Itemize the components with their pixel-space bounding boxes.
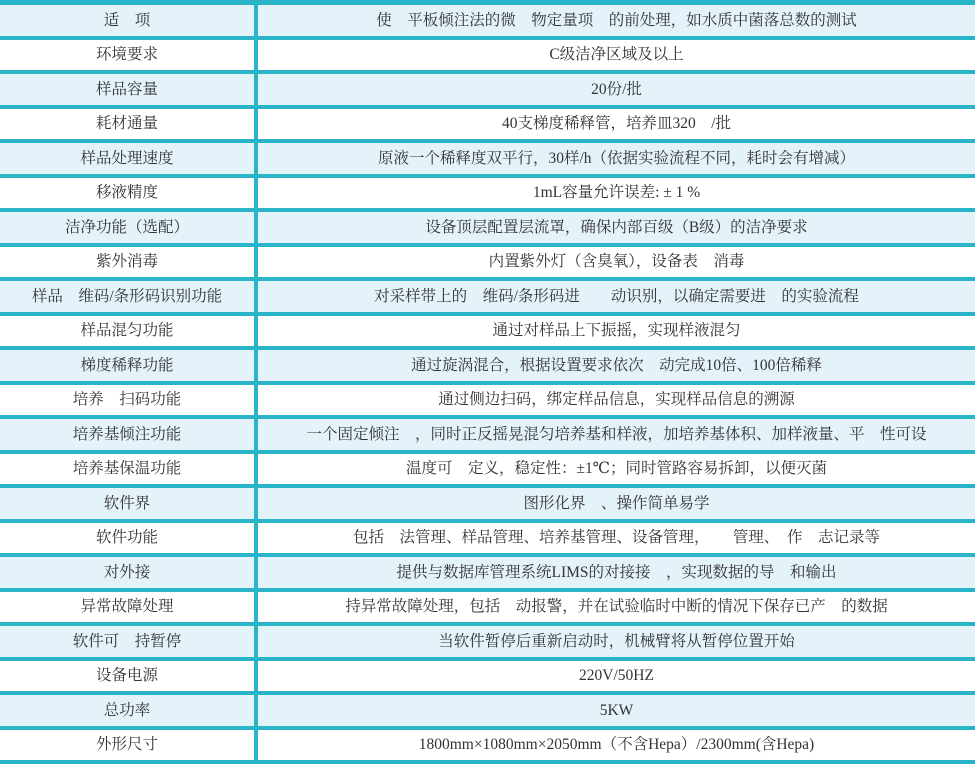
spec-value: C级洁净区域及以上 xyxy=(549,46,684,63)
table-row xyxy=(0,109,975,144)
table-row xyxy=(0,661,975,696)
table-row xyxy=(0,350,975,385)
spec-label: 对外接 xyxy=(0,557,258,588)
spec-label: 环境要求 xyxy=(0,40,258,71)
spec-value: 对采样带上的 维码/条形码进 动识别，以确定需要进 的实验流程 xyxy=(374,287,859,305)
spec-label: 适 项 xyxy=(0,5,258,36)
spec-value: 一个固定倾注 ，同时正反摇晃混匀培养基和样液，加培养基体积、加样液量、平 性可设 xyxy=(306,425,927,443)
spec-label: 软件功能 xyxy=(0,523,258,554)
spec-value: 5KW xyxy=(599,701,634,719)
table-row xyxy=(0,178,975,213)
spec-label: 培养 扫码功能 xyxy=(0,385,258,416)
spec-label: 样品 维码/条形码识别功能 xyxy=(0,281,258,312)
spec-value: 温度可 定义，稳定性：±1℃；同时管路容易拆卸，以便灭菌 xyxy=(405,460,828,477)
spec-label: 培养基倾注功能 xyxy=(0,419,258,450)
table-row xyxy=(0,695,975,730)
spec-label: 软件界 xyxy=(0,488,258,519)
table-row xyxy=(0,523,975,558)
spec-value: 提供与数据库管理系统LIMS的对接接 ，实现数据的导 和输出 xyxy=(396,563,837,581)
spec-value: 内置紫外灯（含臭氧），设备表 消毒 xyxy=(488,253,745,270)
spec-label: 样品处理速度 xyxy=(0,143,258,174)
table-row xyxy=(0,557,975,592)
table-row xyxy=(0,419,975,454)
table-row xyxy=(0,730,975,761)
spec-label: 设备电源 xyxy=(0,661,258,692)
spec-value: 1mL容量允许误差: ± 1 % xyxy=(532,184,701,201)
spec-value: 通过侧边扫码，绑定样品信息，实现样品信息的溯源 xyxy=(438,391,795,408)
table-row xyxy=(0,385,975,420)
spec-value: 持异常故障处理，包括 动报警，并在试验临时中断的情况下保存已产 的数据 xyxy=(345,598,888,615)
table-row xyxy=(0,5,975,40)
spec-label: 样品容量 xyxy=(0,74,258,105)
spec-value: 220V/50HZ xyxy=(579,667,654,684)
spec-value: 使 平板倾注法的微 物定量项 的前处理，如水质中菌落总数的测试 xyxy=(376,11,857,29)
spec-label: 培养基保温功能 xyxy=(0,454,258,485)
spec-value: 1800mm×1080mm×2050mm（不含Hepa）/2300mm(含Hepa) xyxy=(418,736,815,753)
spec-label: 外形尺寸 xyxy=(0,730,258,761)
spec-label: 洁净功能（选配） xyxy=(0,212,258,243)
spec-label: 异常故障处理 xyxy=(0,592,258,623)
table-row xyxy=(0,247,975,282)
spec-label: 总功率 xyxy=(0,695,258,726)
spec-value: 图形化界 、操作简单易学 xyxy=(523,494,710,512)
table-row xyxy=(0,626,975,661)
spec-value: 原液一个稀释度双平行，30样/h（依据实验流程不同，耗时会有增减） xyxy=(377,149,856,167)
spec-label: 耗材通量 xyxy=(0,109,258,140)
spec-label: 样品混匀功能 xyxy=(0,316,258,347)
spec-label: 软件可 持暂停 xyxy=(0,626,258,657)
table-row xyxy=(0,74,975,109)
spec-value: 40支梯度稀释管，培养皿320 /批 xyxy=(501,115,732,132)
spec-value: 通过对样品上下振摇，实现样液混匀 xyxy=(492,322,741,339)
table-row xyxy=(0,281,975,316)
table-row xyxy=(0,143,975,178)
spec-label: 移液精度 xyxy=(0,178,258,209)
spec-value: 设备顶层配置层流罩，确保内部百级（B级）的洁净要求 xyxy=(425,218,808,236)
spec-value: 当软件暂停后重新启动时，机械臂将从暂停位置开始 xyxy=(438,632,795,650)
table-row xyxy=(0,592,975,627)
spec-value: 通过旋涡混合，根据设置要求依次 动完成10倍、100倍稀释 xyxy=(411,356,822,374)
table-row xyxy=(0,40,975,75)
table-row xyxy=(0,454,975,489)
table-row xyxy=(0,316,975,351)
spec-label: 紫外消毒 xyxy=(0,247,258,278)
spec-label: 梯度稀释功能 xyxy=(0,350,258,381)
spec-value: 20份/批 xyxy=(591,80,642,98)
table-row xyxy=(0,212,975,247)
table-row xyxy=(0,488,975,523)
spec-value: 包括 法管理、样品管理、培养基管理、设备管理， 管理、 作 志记录等 xyxy=(352,529,880,546)
